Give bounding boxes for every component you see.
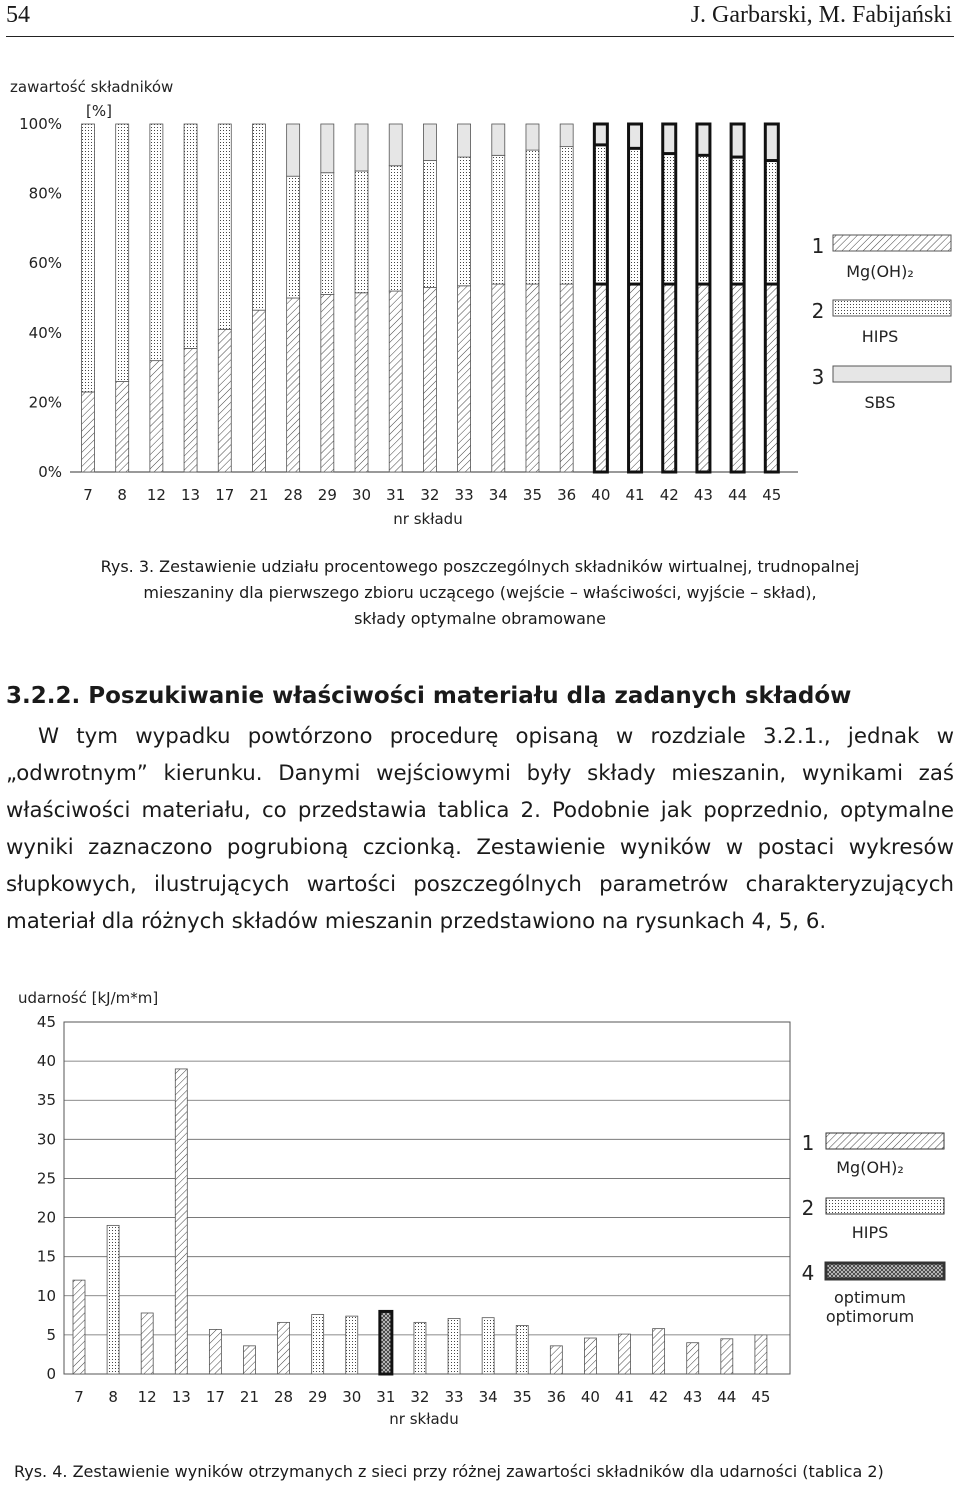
x-tick-label: 7 xyxy=(74,1388,84,1406)
x-tick-label: 32 xyxy=(410,1388,430,1406)
bar-segment-1 xyxy=(355,171,368,293)
bar-segment-0 xyxy=(355,293,368,472)
bar-segment-0 xyxy=(218,329,231,472)
x-tick-label: 28 xyxy=(274,1388,294,1406)
x-tick-label: 36 xyxy=(546,1388,566,1406)
x-tick-label: 12 xyxy=(137,1388,157,1406)
x-tick-label: 21 xyxy=(249,486,269,504)
bar-segment-2 xyxy=(389,124,402,166)
x-tick-label: 45 xyxy=(751,1388,771,1406)
y-tick-label: 20% xyxy=(28,393,62,412)
bar-segment-0 xyxy=(594,284,607,472)
x-tick-label: 33 xyxy=(444,1388,464,1406)
bar-segment-0 xyxy=(150,361,163,472)
y-axis-unit: [%] xyxy=(86,102,112,120)
bar-segment-2 xyxy=(526,124,539,150)
x-tick-label: 8 xyxy=(117,486,127,504)
bar-segment-1 xyxy=(287,176,300,298)
bar-segment-2 xyxy=(560,124,573,147)
bar xyxy=(653,1329,665,1374)
bar-segment-0 xyxy=(423,288,436,472)
caption-line: mieszaniny dla pierwszego zbioru uczącego (wejście – właściwości, wyjście – skład), xyxy=(143,583,817,602)
bar-segment-1 xyxy=(423,161,436,288)
y-tick-label: 25 xyxy=(36,1169,56,1188)
y-tick-label: 35 xyxy=(36,1091,56,1110)
bar-segment-2 xyxy=(629,124,642,148)
bar-segment-1 xyxy=(458,157,471,286)
bar xyxy=(550,1346,562,1374)
x-tick-label: 28 xyxy=(283,486,303,504)
x-tick-label: 35 xyxy=(522,486,543,504)
figure-4-caption: Rys. 4. Zestawienie wyników otrzymanych z sieci przy różnej zawartości składników dla udarności (tablica 2) xyxy=(14,1462,884,1481)
bar-segment-2 xyxy=(423,124,436,161)
bar-segment-0 xyxy=(389,291,402,472)
bar xyxy=(414,1322,426,1374)
body-paragraph xyxy=(6,718,954,940)
legend-label: Mg(OH)₂ xyxy=(836,1158,904,1177)
bar xyxy=(721,1339,733,1374)
legend-swatch xyxy=(833,235,951,251)
bar-segment-1 xyxy=(663,154,676,285)
legend-swatch xyxy=(833,366,951,382)
bar-segment-2 xyxy=(663,124,676,154)
legend-number: 1 xyxy=(801,1131,815,1155)
x-tick-label: 33 xyxy=(454,486,474,504)
y-tick-label: 100% xyxy=(19,115,62,133)
bar-segment-1 xyxy=(731,157,744,284)
bar-segment-2 xyxy=(697,124,710,155)
bar-segment-0 xyxy=(731,284,744,472)
y-tick-label: 40 xyxy=(36,1052,56,1071)
legend-swatch xyxy=(826,1133,944,1149)
bar xyxy=(619,1334,631,1374)
bar-segment-2 xyxy=(492,124,505,155)
y-tick-label: 15 xyxy=(36,1247,56,1266)
x-tick-label: 12 xyxy=(146,486,166,504)
bar-segment-0 xyxy=(458,286,471,472)
bar-segment-0 xyxy=(82,392,95,472)
bar-segment-1 xyxy=(389,166,402,291)
bar-segment-0 xyxy=(287,298,300,472)
figure-3-caption xyxy=(40,554,920,632)
bar-segment-1 xyxy=(629,148,642,284)
bar xyxy=(516,1326,528,1374)
x-tick-label: 41 xyxy=(614,1388,635,1406)
x-tick-label: 30 xyxy=(342,1388,362,1406)
legend-number: 2 xyxy=(801,1196,815,1220)
x-tick-label: 17 xyxy=(205,1388,225,1406)
y-axis-label: udarność [kJ/m*m] xyxy=(18,989,159,1007)
bar xyxy=(107,1225,119,1374)
y-tick-label: 0% xyxy=(38,463,62,481)
bar xyxy=(346,1316,358,1374)
bar xyxy=(141,1313,153,1374)
y-axis-label: zawartość składników xyxy=(10,78,174,96)
legend-number: 3 xyxy=(811,365,825,389)
x-tick-label: 17 xyxy=(215,486,235,504)
bar-segment-0 xyxy=(492,284,505,472)
y-tick-label: 30 xyxy=(36,1130,56,1149)
y-tick-label: 40% xyxy=(28,323,62,342)
bar xyxy=(175,1069,187,1374)
bar-segment-0 xyxy=(252,310,265,472)
bar xyxy=(687,1343,699,1374)
bar-segment-1 xyxy=(252,124,265,310)
paragraph-text: W tym wypadku powtórzono procedurę opisaną w rozdziale 3.2.1., jednak w „odwrotnym” kierunku. Danymi wejściowymi były składy mieszanin, wynikami zaś właściwości materiału, co przedstawia tablica 2. Podobnie jak poprzednio, optymalne wyniki zaznaczono pogrubioną czcionką. Zestawienie wyników w postaci wykresów słupkowych, ilustrujących wartości poszczególnych parametrów charakteryzujących materiał dla różnych składów mieszanin przedstawiono na rysunkach 4, 5, 6. xyxy=(6,724,954,934)
legend-label: Mg(OH)₂ xyxy=(846,262,914,281)
x-tick-label: 43 xyxy=(683,1388,703,1406)
caption-line: składy optymalne obramowane xyxy=(354,609,606,628)
bar xyxy=(482,1318,494,1374)
bar-segment-0 xyxy=(629,284,642,472)
y-tick-label: 20 xyxy=(36,1208,56,1227)
legend-number: 4 xyxy=(801,1261,815,1285)
x-tick-label: 29 xyxy=(308,1388,328,1406)
y-tick-label: 0 xyxy=(46,1365,56,1383)
bar-segment-1 xyxy=(150,124,163,361)
bar-segment-1 xyxy=(526,150,539,284)
legend-label: optimum xyxy=(834,1288,906,1307)
figure-4-bar-chart xyxy=(0,980,960,1440)
x-tick-label: 7 xyxy=(83,486,93,504)
bar xyxy=(312,1315,324,1374)
x-tick-label: 13 xyxy=(181,486,201,504)
x-tick-label: 35 xyxy=(512,1388,532,1406)
y-tick-label: 80% xyxy=(28,184,62,203)
x-tick-label: 21 xyxy=(239,1388,260,1406)
x-tick-label: 40 xyxy=(580,1388,600,1406)
x-tick-label: 31 xyxy=(376,1388,396,1406)
x-tick-label: 36 xyxy=(557,486,577,504)
bar-segment-2 xyxy=(355,124,368,171)
x-tick-label: 42 xyxy=(659,486,679,504)
bar-segment-1 xyxy=(492,155,505,284)
bar xyxy=(209,1329,221,1374)
bar-segment-2 xyxy=(287,124,300,176)
legend-swatch xyxy=(826,1263,944,1279)
legend-label: optimorum xyxy=(825,1307,915,1326)
x-axis-label: nr składu xyxy=(393,510,463,528)
legend-number: 2 xyxy=(811,299,825,323)
plot-area-border xyxy=(64,1022,790,1374)
legend-label: SBS xyxy=(864,393,896,412)
caption-line: Rys. 3. Zestawienie udziału procentowego poszczególnych składników wirtualnej, trudnopalnej xyxy=(100,557,860,576)
bar-segment-1 xyxy=(82,124,95,392)
x-tick-label: 34 xyxy=(488,486,508,504)
bar-segment-2 xyxy=(594,124,607,145)
x-tick-label: 30 xyxy=(351,486,372,504)
running-header-authors: J. Garbarski, M. Fabijański xyxy=(690,2,952,28)
x-tick-label: 44 xyxy=(728,486,748,504)
bar xyxy=(243,1346,255,1374)
legend-number: 1 xyxy=(811,234,825,258)
y-tick-label: 5 xyxy=(46,1325,56,1344)
x-tick-label: 42 xyxy=(649,1388,669,1406)
legend-swatch xyxy=(826,1198,944,1214)
x-tick-label: 40 xyxy=(591,486,611,504)
header-rule xyxy=(6,36,954,37)
bar-segment-0 xyxy=(526,284,539,472)
section-heading: 3.2.2. Poszukiwanie właściwości materiału dla zadanych składów xyxy=(6,683,852,709)
bar xyxy=(448,1318,460,1374)
bar xyxy=(73,1280,85,1374)
figure-3-stacked-bar-chart xyxy=(0,60,960,530)
x-tick-label: 44 xyxy=(717,1388,737,1406)
x-axis-label: nr składu xyxy=(389,1410,459,1428)
legend-label: HIPS xyxy=(851,1223,889,1242)
y-tick-label: 60% xyxy=(28,254,62,273)
bar-segment-2 xyxy=(731,124,744,157)
bar-segment-1 xyxy=(116,124,129,382)
bar xyxy=(584,1338,596,1374)
y-tick-label: 45 xyxy=(36,1013,56,1031)
bar-segment-1 xyxy=(765,161,778,285)
bar-segment-1 xyxy=(184,124,197,348)
legend-label: HIPS xyxy=(861,327,899,346)
x-tick-label: 31 xyxy=(386,486,406,504)
x-tick-label: 13 xyxy=(171,1388,191,1406)
x-tick-label: 32 xyxy=(420,486,440,504)
y-tick-label: 10 xyxy=(36,1286,56,1305)
bar-segment-0 xyxy=(560,284,573,472)
bar-segment-0 xyxy=(116,382,129,472)
x-tick-label: 29 xyxy=(317,486,337,504)
legend-swatch xyxy=(833,300,951,316)
x-tick-label: 34 xyxy=(478,1388,498,1406)
bar xyxy=(380,1311,392,1374)
x-tick-label: 45 xyxy=(762,486,782,504)
bar-segment-1 xyxy=(321,173,334,295)
page-number: 54 xyxy=(6,2,30,28)
bar-segment-2 xyxy=(765,124,778,161)
bar-segment-1 xyxy=(560,147,573,284)
bar-segment-0 xyxy=(663,284,676,472)
x-tick-label: 8 xyxy=(108,1388,118,1406)
bar-segment-1 xyxy=(594,145,607,284)
bar-segment-2 xyxy=(321,124,334,173)
bar xyxy=(755,1335,767,1374)
bar-segment-0 xyxy=(697,284,710,472)
bar-segment-0 xyxy=(321,295,334,472)
bar xyxy=(278,1322,290,1374)
x-tick-label: 41 xyxy=(625,486,645,504)
bar-segment-1 xyxy=(218,124,231,329)
bar-segment-1 xyxy=(697,155,710,284)
bar-segment-2 xyxy=(458,124,471,157)
x-tick-label: 43 xyxy=(693,486,713,504)
bar-segment-0 xyxy=(765,284,778,472)
bar-segment-0 xyxy=(184,348,197,472)
